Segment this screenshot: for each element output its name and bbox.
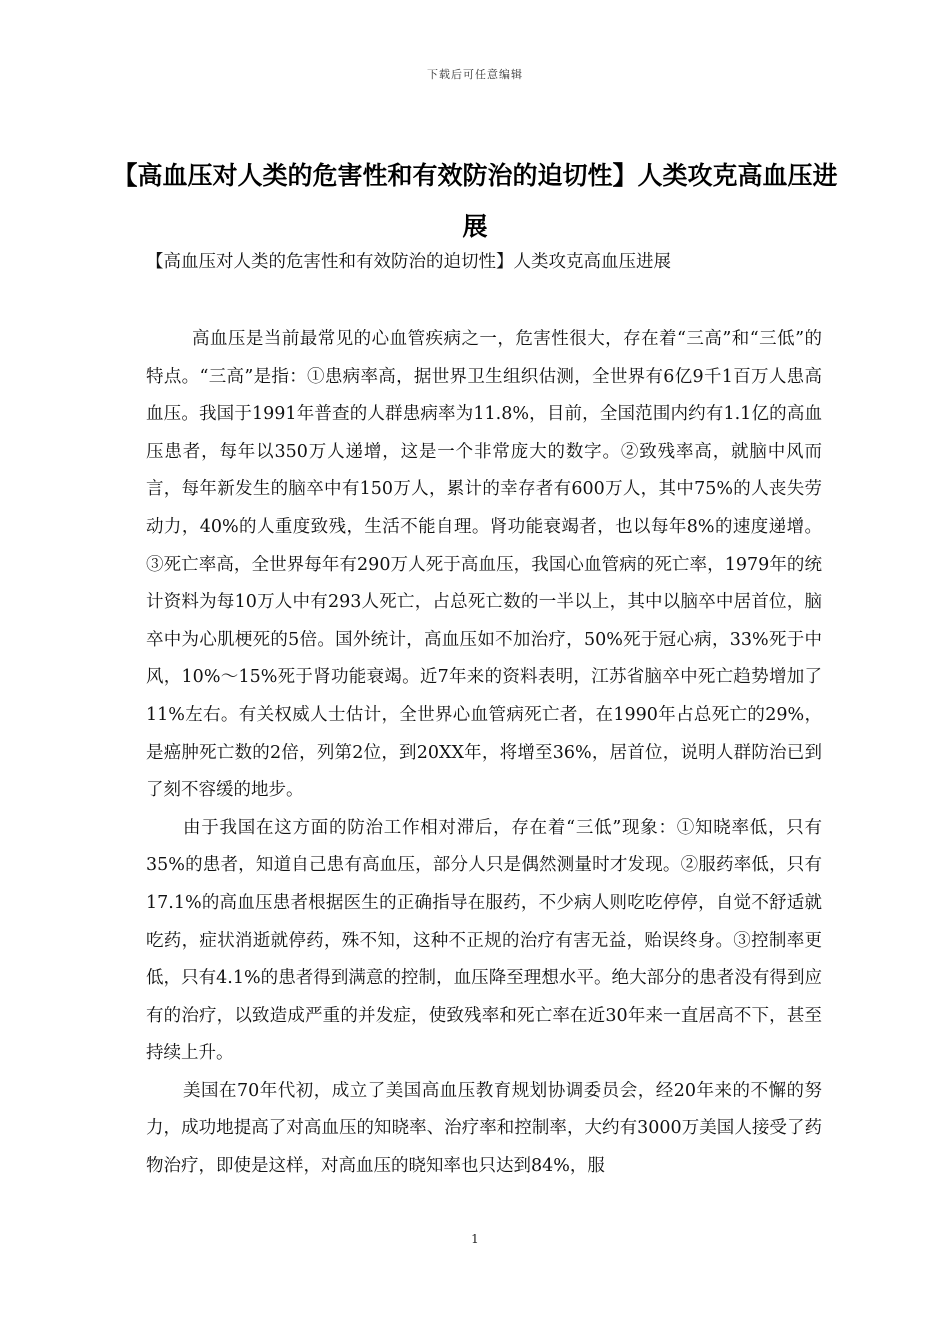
- page-number: 1: [471, 1232, 479, 1246]
- paragraph: 由于我国在这方面的防治工作相对滞后，存在着“三低”现象：①知晓率低，只有35%的患者，知道自己患有高血压，部分人只是偶然测量时才发现。②服药率低，只有17.1%的高血压患者根据医生的正确指导在服药，不少病人则吃吃停停，自觉不舒适就吃药，症状消逝就停药，殊不知，这种不正规的治疗有害无益，贻误终身。③控制率更低，只有4.1%的患者得到满意的控制，血压降至理想水平。绝大部分的患者没有得到应有的治疗，以致造成严重的并发症，使致残率和死亡率在近30年来一直居高不下，甚至持续上升。: [146, 817, 822, 1064]
- header-note: 下载后可任意编辑: [427, 68, 523, 81]
- paragraph: 美国在70年代初，成立了美国高血压教育规划协调委员会，经20年来的不懈的努力，成功地提高了对高血压的知晓率、治疗率和控制率，大约有3000万美国人接受了药物治疗，即使是这样，对高血压的晓知率也只达到84%，服: [146, 1080, 822, 1177]
- paragraph: 高血压是当前最常见的心血管疾病之一，危害性很大，存在着“三高”和“三低”的特点。“三高”是指：①患病率高，据世界卫生组织估测，全世界有6亿9千1百万人患高血压。我国于1991年普查的人群患病率为11.8%，目前，全国范围内约有1.1亿的高血压患者，每年以350万人递增，这是一个非常庞大的数字。②致残率高，就脑中风而言，每年新发生的脑卒中有150万人，累计的幸存者有600万人，其中75%的人丧失劳动力，40%的人重度致残，生活不能自理。肾功能衰竭者，也以每年8%的速度递增。③死亡率高，全世界每年有290万人死于高血压，我国心血管病的死亡率，1979年的统计资料为每10万人中有293人死亡，占总死亡数的一半以上，其中以脑卒中居首位，脑卒中为心肌梗死的5倍。国外统计，高血压如不加治疗，50%死于冠心病，33%死于中风，10%～15%死于肾功能衰竭。近7年来的资料表明，江苏省脑卒中死亡趋势增加了11%左右。有关权威人士估计，全世界心血管病死亡者，在1990年占总死亡的29%，是癌肿死亡数的2倍，列第2位，到20XX年，将增至36%，居首位，说明人群防治已到了刻不容缓的地步。: [146, 329, 822, 801]
- body-text: [146, 321, 822, 1186]
- document-subtitle: 【高血压对人类的危害性和有效防治的迫切性】人类攻克高血压进展: [146, 252, 671, 272]
- document-title: 【高血压对人类的危害性和有效防治的迫切性】人类攻克高血压进展: [112, 161, 838, 241]
